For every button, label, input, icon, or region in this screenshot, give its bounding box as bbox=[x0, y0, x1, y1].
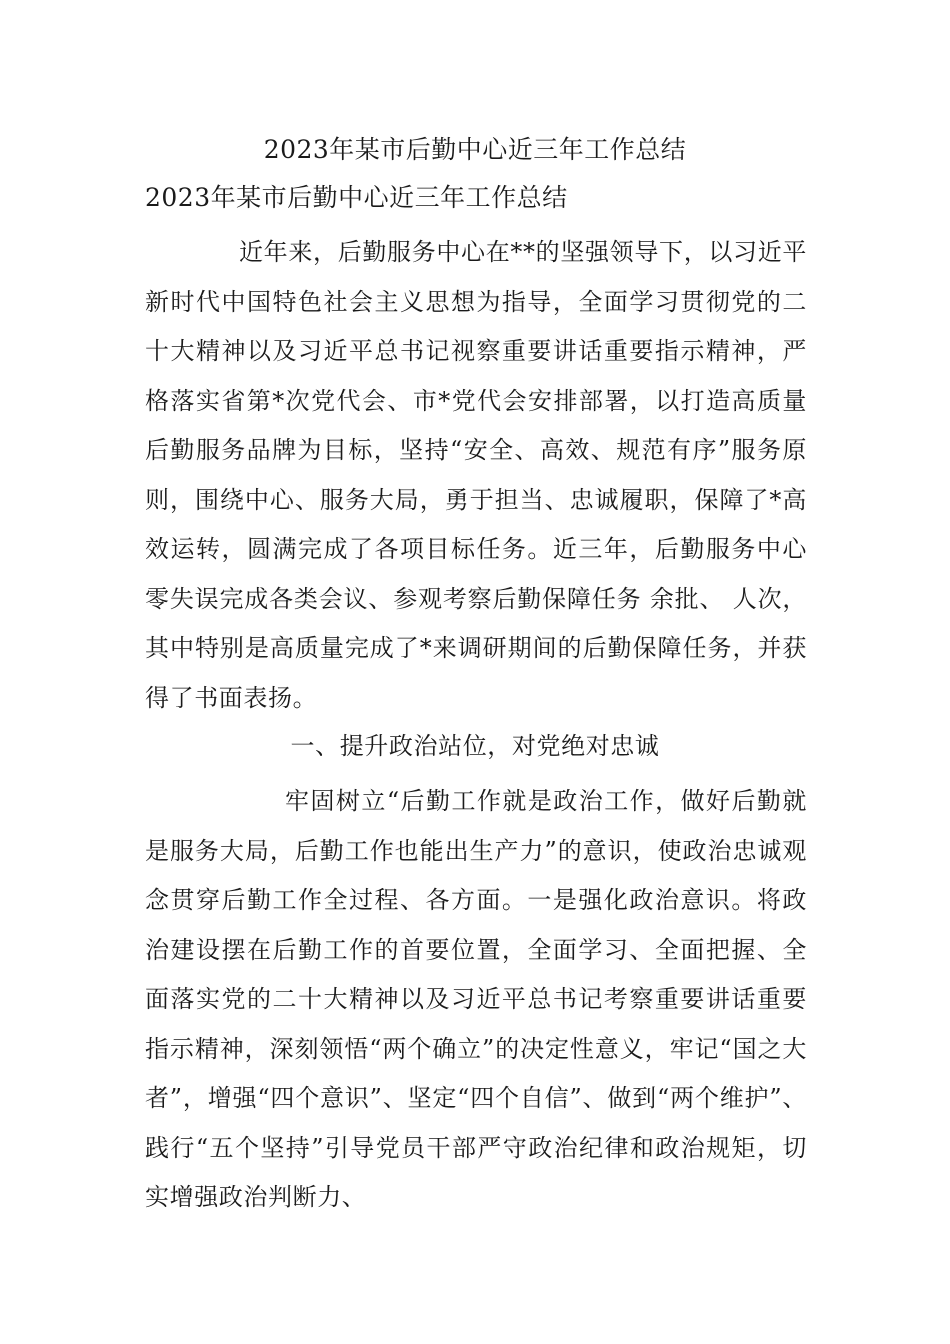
section-1-paragraph: 牢固树立“后勤工作就是政治工作，做好后勤就是服务大局，后勤工作也能出生产力”的意识，使政治忠诚观念贯穿后勤工作全过程、各方面。一是强化政治意识。将政治建设摆在后勤工作的首要位置，全面学习、全面把握、全面落实党的二十大精神以及习近平总书记考察重要讲话重要指示精神，深刻领悟“两个确立”的决定性意义，牢记“国之大者”，增强“四个意识”、坚定“四个自信”、做到“两个维护”、践行“五个坚持”引导党员干部严守政治纪律和政治规矩，切实增强政治判断力、 bbox=[145, 787, 807, 1211]
document-title-left: 2023年某市后勤中心近三年工作总结 bbox=[145, 183, 568, 212]
intro-paragraph: 近年来，后勤服务中心在**的坚强领导下，以习近平新时代中国特色社会主义思想为指导，全面学习贯彻党的二十大精神以及习近平总书记视察重要讲话重要指示精神，严格落实省第*次党代会、市*党代会安排部署，以打造高质量后勤服务品牌为目标，坚持“安全、高效、规范有序”服务原则，围绕中心、服务大局，勇于担当、忠诚履职，保障了*高效运转，圆满完成了各项目标任务。近三年，后勤服务中心零失误完成各类会议、参观考察后勤保障任务 余批、 人次，其中特别是高质量完成了*来调研期间的后勤保障任务，并获得了书面表扬。 bbox=[145, 238, 807, 712]
document-title-centered: 2023年某市后勤中心近三年工作总结 bbox=[263, 135, 687, 164]
section-heading-1: 一、提升政治站位，对党绝对忠诚 bbox=[290, 732, 660, 760]
